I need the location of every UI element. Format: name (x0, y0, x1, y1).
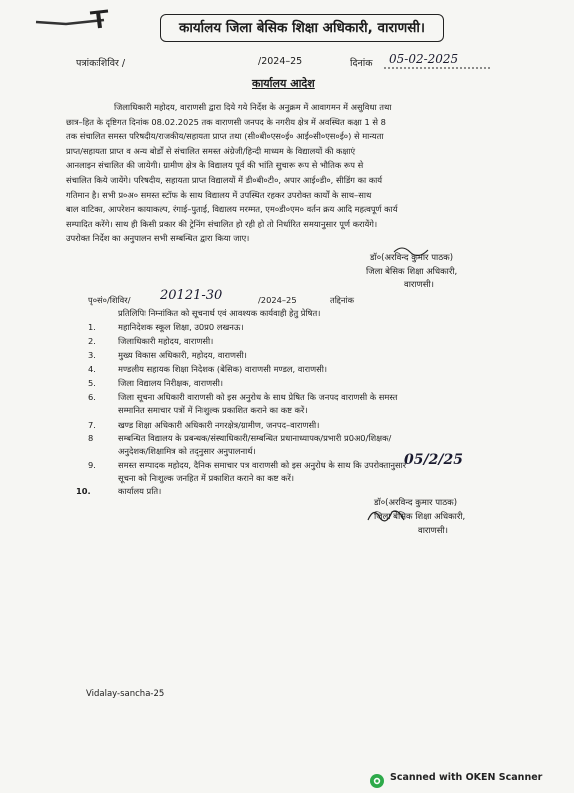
copy-ref-year: /2024–25 (258, 295, 297, 305)
list-item: जिलाधिकारी महोदय, वाराणसी। (118, 336, 214, 346)
body-line: सम्पादित करेंगे। साथ ही किसी प्रकार की ट्रेनिंग संचालित हो रही हो तो निर्धारित समयानुसार पूर्ण करायेंगे। (66, 218, 378, 229)
body-line: जिलाधिकारी महोदय, वाराणसी द्वारा दिये गये निर्देश के अनुक्रम में आवागमन में असुविधा तथा (114, 102, 392, 112)
signatory-place-1: वाराणसी। (404, 280, 434, 290)
copy-intro: प्रतिलिपिः निम्नांकित को सूचनार्थ एवं आवश्यक कार्यवाही हेतु प्रेषित। (118, 308, 321, 318)
list-item-number: 4. (88, 364, 96, 374)
list-item-number: 5. (88, 378, 96, 388)
list-item-number: 6. (88, 392, 96, 402)
copy-ref-date: तद्दिनांक (330, 295, 355, 305)
list-item: समस्त सम्पादक महोदय, दैनिक समाचार पत्र वाराणसी को इस अनुरोध के साथ कि उपरोक्तानुसार (118, 460, 407, 470)
list-item: जिला सूचना अधिकारी वाराणसी को इस अनुरोध के साथ प्रेषित कि जनपद वाराणसी के समस्त (118, 392, 398, 402)
order-body (66, 100, 528, 246)
list-item-continuation: सूचना को निःशुल्क जनहित में प्रकाशित कराने का कष्ट करें। (118, 473, 295, 483)
letter-year: /2024–25 (258, 56, 303, 67)
body-line: प्राप्त/सहायता प्राप्त व अन्य बोर्डों से संचालित समस्त अंग्रेजी/हिन्दी माध्यम के विद्यालयों की कक्षाएं (66, 145, 356, 156)
list-item: खण्ड शिक्षा अधिकारी अधिकारी नगरक्षेत्र/ग्रामीण, जनपद–वाराणसी। (118, 420, 320, 430)
list-item-number: 3. (88, 350, 96, 360)
office-title: कार्यालय जिला बेसिक शिक्षा अधिकारी, वाराणसी। (160, 14, 444, 42)
list-item: जिला विद्यालय निरीक्षक, वाराणसी। (118, 378, 224, 388)
copy-ref-prefix: पृ०सं०/शिविर/ (88, 295, 131, 305)
list-item-number: 2. (88, 336, 96, 346)
signatory-post-2: जिला बेसिक शिक्षा अधिकारी, (374, 512, 466, 522)
handwritten-dispatch-number: 20121-30 (160, 288, 223, 303)
scanner-watermark: Scanned with OKEN Scanner (390, 772, 543, 783)
signatory-post-1: जिला बेसिक शिक्षा अधिकारी, (366, 267, 458, 277)
list-item: महानिदेशक स्कूल शिक्षा, उ0प्र0 लखनऊ। (118, 322, 244, 332)
body-line: संचालित किये जायेंगे। परिषदीय, सहायता प्राप्त विद्यालयों में डी०बी०टी०, अपार आई०डी०, सीडिंग का कार्य (66, 174, 383, 185)
list-item-continuation: अनुदेशक/शिक्षामित्र को तद्नुसार अनुपालनार्थ। (118, 446, 256, 456)
date-underline (384, 66, 494, 70)
stapler-mark-icon (26, 8, 116, 30)
date-label: दिनांक (350, 58, 373, 69)
handwritten-issue-date: 05-02-2025 (389, 52, 459, 66)
handwritten-initial-date: 05/2/25 (404, 452, 463, 468)
body-line: आनलाइन संचालित की जायेगी। ग्रामीण क्षेत्र के विद्यालय पूर्व की भांति सुचारू रूप से भौतिक रूप से (66, 160, 364, 171)
list-item-number: 10. (76, 486, 91, 496)
body-line: बाल वाटिका, आपरेशन कायाकल्प, रंगाई–पुताई, विद्यालय मरम्मत, एम०डी०एम० वर्तन क्रय आदि महत्वपूर्ण कार्य (66, 204, 398, 215)
signatory-place-2: वाराणसी। (418, 526, 448, 536)
list-item: कार्यालय प्रति। (118, 486, 162, 496)
office-order-heading: कार्यालय आदेश (252, 77, 315, 90)
oken-scanner-logo-icon (369, 773, 385, 789)
list-item: मुख्य विकास अधिकारी, महोदय, वाराणसी। (118, 350, 247, 360)
body-line: तक संचालित समस्त परिषदीय/राजकीय/सहायता प्राप्त तथा (सी०बी०एस०ई० आई०सी०एस०ई०) से मान्यता (66, 131, 384, 142)
list-item: सम्बन्धित विद्यालय के प्रबन्धक/संस्थाधिकारी/सम्बन्धित प्रधानाध्यापक/प्रभारी प्र0अ0/शिक्षक/ (118, 433, 392, 443)
letter-number-label: पत्रांकःशिविर / (76, 58, 126, 69)
document-footer-code: Vidalay-sancha-25 (86, 689, 165, 699)
list-item-continuation: सम्मानित समाचार पत्रों में निःशुल्क प्रकाशित कराने का कष्ट करें। (118, 405, 308, 415)
list-item-number: 8 (88, 433, 94, 443)
list-item: मण्डलीय सहायक शिक्षा निदेशक (बेसिक) वाराणसी मण्डल, वाराणसी। (118, 364, 328, 374)
body-line: गतिमान है। सभी प्र०अ० समस्त स्टॉफ के साथ विद्यालय में उपस्थित रहकर उपरोक्त कार्यों के साथ–साथ (66, 189, 372, 200)
signatory-name-1: डॉ०(अरविन्द कुमार पाठक) (370, 253, 454, 263)
signatory-name-2: डॉ०(अरविन्द कुमार पाठक) (374, 498, 458, 508)
body-line: उपरोक्त निर्देश का अनुपालन सभी सम्बन्धित द्वारा किया जाए। (66, 233, 250, 244)
list-item-number: 9. (88, 460, 96, 470)
list-item-number: 1. (88, 322, 96, 332)
body-line: छात्र–हित के दृष्टिगत दिनांक 08.02.2025 तक वाराणसी जनपद के नगरीय क्षेत्र में अवस्थित कक्षा 1 से 8 (66, 116, 386, 127)
list-item-number: 7. (88, 420, 96, 430)
